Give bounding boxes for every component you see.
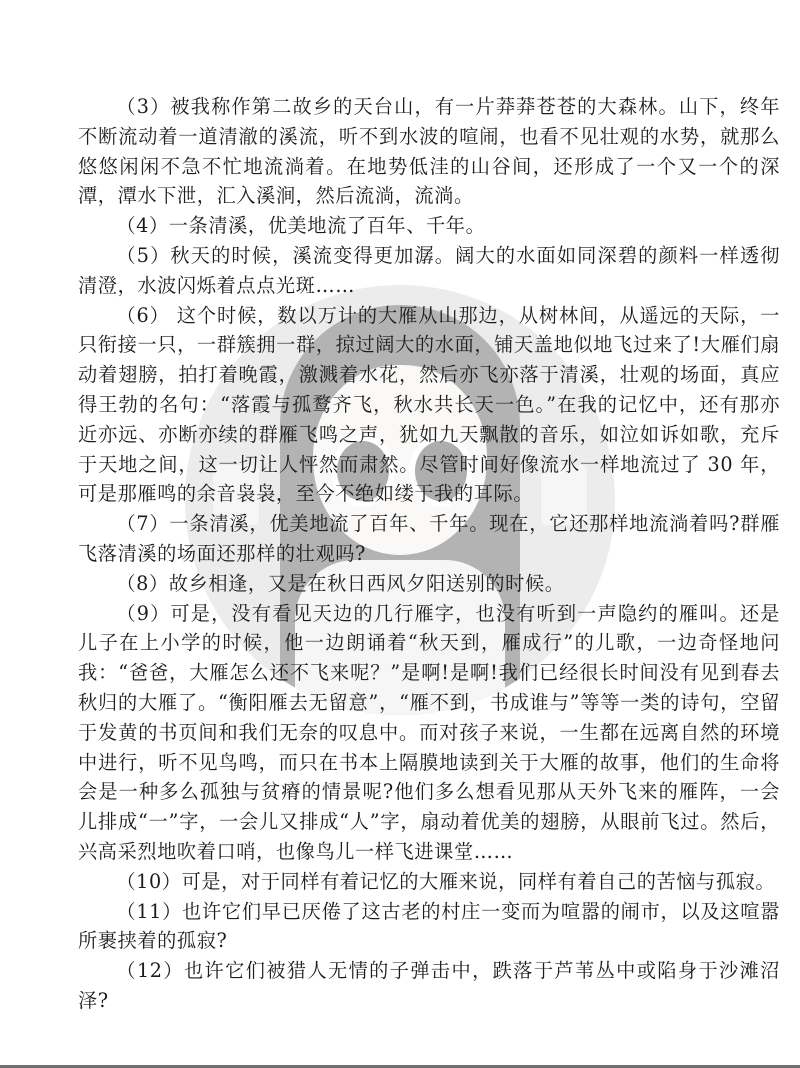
paragraph-12: （12）也许它们被猎人无情的子弹击中，跌落于芦苇丛中或陷身于沙滩沼泽? <box>78 959 780 1012</box>
paragraph-5: （5）秋天的时候，溪流变得更加潺。阔大的水面如同深碧的颜料一样透彻清澄，水波闪烁着点点光斑…… <box>78 243 780 297</box>
paragraph-11: （11）也许它们早已厌倦了这古老的村庄一变而为喧嚣的闹市，以及这喧嚣所裹挟着的孤寂? <box>78 899 780 953</box>
paragraph-10: （10）可是，对于同样有着记忆的大雁来说，同样有着自己的苦恼与孤寂。 <box>116 869 776 893</box>
paragraph-4: （4）一条清溪，优美地流了百年、千年。 <box>116 214 486 238</box>
paragraph-9: （9）可是，没有看见天边的几行雁字，也没有听到一声隐约的雁叫。还是儿子在上小学的时候，他一边朗诵着“秋天到，雁成行”的儿歌，一边奇怪地问我：“爸爸，大雁怎么还不飞来呢？”是啊!是啊!我们已经很长时间没有见到春去秋归的大雁了。“衡阳雁去无留意”，“雁不到，书成谁与”等等一类的诗句，空留于发黄的书页间和我们无奈的叹息中。而对孩子来说，一生都在远离自然的环境中进行，听不见鸟鸣，而只在书本上隔膜地读到关于大雁的故事，他们的生命将会是一种多么孤独与贫瘠的情景呢?他们多么想看见那从天外飞来的雁阵，一会儿排成“一”字，一会儿又排成“人”字，扇动着优美的翅膀，从眼前飞过。然后，兴高采烈地吹着口哨，也像鸟儿一样飞进课堂…… <box>78 601 780 863</box>
paragraph-6: （6） 这个时候，数以万计的大雁从山那边，从树林间，从遥远的天际，一只衔接一只，一群簇拥一群，掠过阔大的水面，铺天盖地似地飞过来了!大雁们扇动着翅膀，拍打着晚霞，激溅着水花，然后亦飞亦落于清溪，壮观的场面，真应得王勃的名句：“落霞与孤鹜齐飞，秋水共长天一色。”在我的记忆中，还有那亦近亦远、亦断亦续的群雁飞鸣之声，犹如九天飘散的音乐，如泣如诉如歌，充斥于天地之间，这一切让人怦然而肃然。尽管时间好像流水一样地流过了 30 年，可是那雁鸣的余音袅袅，至今不绝如缕于我的耳际。 <box>78 303 780 506</box>
paragraph-7: （7）一条清溪，优美地流了百年、千年。现在，它还那样地流淌着吗?群雁飞落清溪的场面还那样的壮观吗? <box>78 512 780 565</box>
paragraph-3: （3）被我称作第二故乡的天台山，有一片莽莽苍苍的大森林。山下，终年不断流动着一道清澈的溪流，听不到水波的喧闹，也看不见壮观的水势，就那么悠悠闲闲不急不忙地流淌着。在地势低洼的山谷间，还形成了一个又一个的深潭，潭水下泄，汇入溪涧，然后流淌，流淌。 <box>78 95 780 208</box>
article-body <box>78 92 780 1016</box>
paragraph-8: （8）故乡相逢，又是在秋日西风夕阳送别的时候。 <box>116 571 565 595</box>
